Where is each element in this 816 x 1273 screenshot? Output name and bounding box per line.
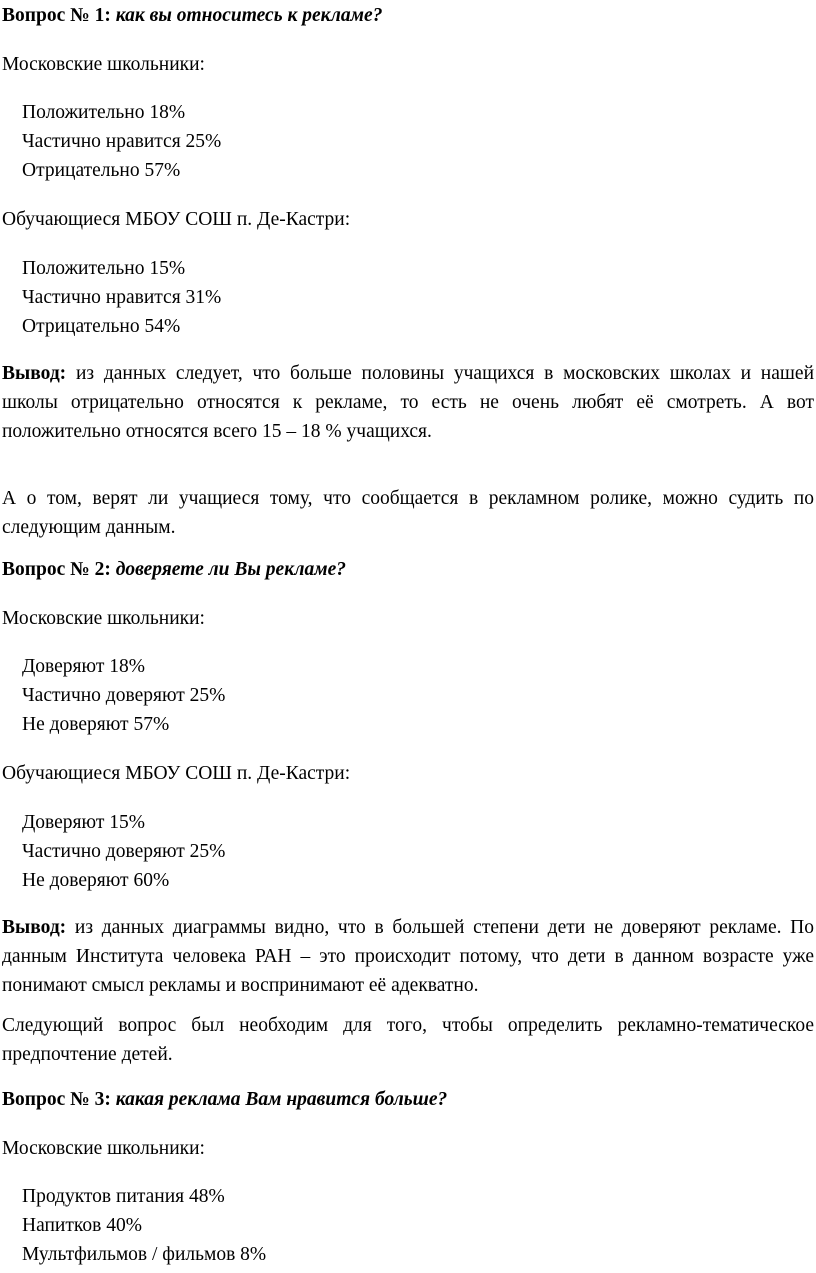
- q2-group-b-item: Доверяют 15%: [22, 812, 145, 833]
- q2-group-a-item: Не доверяют 57%: [22, 714, 170, 735]
- q1-group-a-item: Положительно 18%: [22, 102, 186, 123]
- q1-group-b-item: Частично нравится 31%: [22, 287, 222, 308]
- q3-group-a-title: Московские школьники:: [2, 1138, 205, 1159]
- q2-group-b-item: Не доверяют 60%: [22, 870, 170, 891]
- q2-question: доверяете ли Вы рекламе?: [115, 559, 346, 580]
- q3-label: Вопрос № 3:: [2, 1089, 111, 1110]
- q1-group-b-title: Обучающиеся МБОУ СОШ п. Де-Кастри:: [2, 209, 351, 230]
- next-paragraph: Следующий вопрос был необходим для того, чтобы определить рекламно-тематическое предпочтение детей.: [2, 1015, 814, 1065]
- q2-group-a-item: Доверяют 18%: [22, 656, 145, 677]
- q2-heading: [2, 560, 346, 580]
- q1-group-a-title: Московские школьники:: [2, 54, 205, 75]
- q1-group-a-item: Частично нравится 25%: [22, 131, 222, 152]
- q2-group-b-item: Частично доверяют 25%: [22, 841, 226, 862]
- q1-conclusion: [2, 359, 814, 446]
- q3-group-a-item: Продуктов питания 48%: [22, 1186, 225, 1207]
- q1-group-a-item: Отрицательно 57%: [22, 160, 181, 181]
- q2-group-a-item: Частично доверяют 25%: [22, 685, 226, 706]
- q1-label: Вопрос № 1:: [2, 5, 111, 26]
- q3-heading: [2, 1090, 447, 1110]
- q3-group-a-item: Мультфильмов / фильмов 8%: [22, 1244, 267, 1265]
- q2-conclusion: [2, 913, 814, 1000]
- q1-conclusion-text: из данных следует, что больше половины учащихся в московских школах и нашей школы отрицательно относятся к рекламе, то есть не очень любят её смотреть. А вот положительно относятся всего 15 – 18 % учащихся.: [2, 363, 815, 442]
- q3-question: какая реклама Вам нравится больше?: [115, 1089, 448, 1110]
- q3-group-a-item: Напитков 40%: [22, 1215, 142, 1236]
- q1-conclusion-label: Вывод:: [2, 363, 67, 384]
- q2-group-b-title: Обучающиеся МБОУ СОШ п. Де-Кастри:: [2, 763, 351, 784]
- q2-label: Вопрос № 2:: [2, 559, 111, 580]
- q1-heading: [2, 6, 382, 26]
- q2-conclusion-text: из данных диаграммы видно, что в большей степени дети не доверяют рекламе. По данным Института человека РАН – это происходит потому, что дети в данном возрасте уже понимают смысл рекламы и воспринимают её адекватно.: [2, 917, 815, 996]
- q1-group-b-item: Положительно 15%: [22, 258, 186, 279]
- q1-question: как вы относитесь к рекламе?: [115, 5, 383, 26]
- q1-group-b-item: Отрицательно 54%: [22, 316, 181, 337]
- intro-paragraph: А о том, верят ли учащиеся тому, что сообщается в рекламном ролике, можно судить по следующим данным.: [2, 488, 814, 538]
- q2-group-a-title: Московские школьники:: [2, 608, 205, 629]
- q2-conclusion-label: Вывод:: [2, 917, 67, 938]
